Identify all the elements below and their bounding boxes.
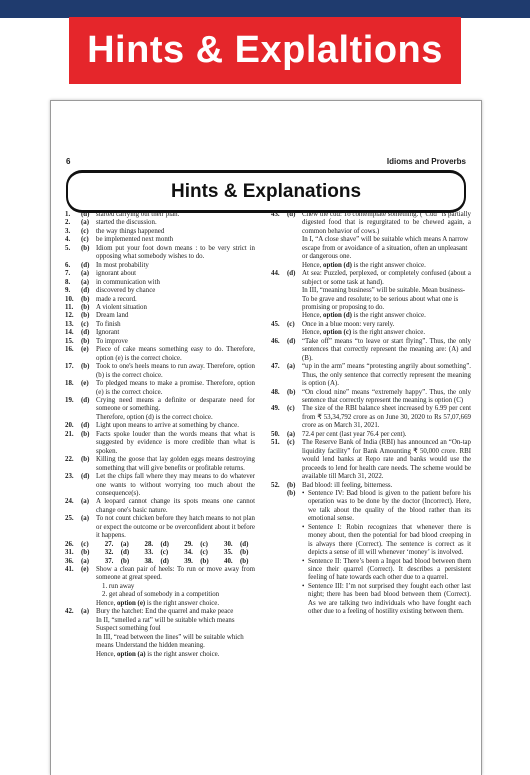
bullet-text: Sentence IV: Bad blood is given to the patient before his operation was to be done by the doctor (Incorrect). Here, we talk about the quality of the blood rather than its emotional sense. (308, 489, 471, 523)
grid-answer: (c) (160, 549, 169, 557)
question-number: 47. (271, 363, 280, 371)
answer-entry (271, 363, 471, 388)
question-number: 11. (65, 303, 74, 311)
bullet-list (302, 490, 471, 617)
grid-answer: (c) (200, 540, 208, 548)
answer-text: Show a clean pair of heels: To run or move away from someone at great speed. (96, 566, 255, 582)
answer-entry (65, 211, 255, 219)
question-number: 1. (65, 211, 71, 218)
grid-number: 37. (104, 557, 114, 565)
answer-entry (65, 608, 255, 616)
chapter-title: Idioms and Proverbs (386, 157, 466, 166)
grid-answer: (a) (81, 557, 90, 565)
answer-option: (a) (287, 430, 296, 438)
explanation-line: In II, “smelled a rat” will be suitable which means Suspect something foul (96, 616, 235, 633)
answer-text: 72.4 per cent (last year 76.4 per cent). (302, 430, 407, 438)
answer-entry (65, 380, 255, 397)
answer-text: Facts spoke louder than the words means that what is suggested by evidence is more credible than what is spoken. (96, 430, 255, 455)
answer-text: Therefore, option (d) is the correct choice. (96, 413, 213, 421)
answer-option: (d) (81, 473, 90, 481)
question-number: 16. (65, 346, 74, 354)
answer-entry (271, 389, 471, 406)
question-number: 21. (65, 430, 74, 438)
answer-option: (a) (81, 278, 90, 286)
answer-entry (271, 338, 471, 363)
answer-option: (c) (81, 227, 89, 235)
answer-text: To pledged means to make a promise. Therefore, option (e) is the correct choice. (96, 380, 255, 396)
question-number: 24. (65, 498, 74, 506)
grid-answer: (d) (120, 549, 130, 557)
bullet-item (302, 490, 471, 524)
list-line: 2. get ahead of somebody in a competition (102, 591, 220, 599)
answer-option: (a) (81, 515, 90, 523)
answer-option: (e) (81, 566, 89, 574)
answer-option: (d) (81, 329, 90, 337)
bullet-text: Sentence II: There’s been a Ingot bad blood between them since their quarrel (Correct). It describes a persistent feeling of hate towards each other due to a quarrel. (308, 557, 471, 582)
answer-entry (65, 456, 255, 473)
answer-text: The size of the RBI balance sheet increased by 6.99 per cent from ₹ 53,34,792 crore as on June 30, 2020 to Rs 57,07,669 crore as on March 31, 2021. (302, 405, 471, 430)
question-number: 23. (65, 473, 74, 481)
bullet-text: Sentence I: Robin recognizes that whenever there is money about, then the potential for bad blood creeping in is always there (Correct). The sentence is correct as it depicts a sense of ill will whenever ‘money’ is involved. (308, 523, 471, 557)
question-number: 52. (271, 481, 280, 489)
grid-row (65, 549, 255, 557)
title-banner (69, 17, 461, 84)
grid-row (65, 541, 255, 549)
answer-option: (c) (81, 320, 89, 328)
answer-text: Took to one's heels means to run away. Therefore, option (b) is the correct choice. (96, 363, 255, 379)
grid-number: 30. (224, 540, 233, 548)
answer-option: (b) (81, 244, 90, 252)
answer-entry (271, 211, 471, 236)
answer-entry (65, 270, 255, 278)
bullet-icon: • (302, 523, 305, 531)
answer-option: (c) (287, 439, 295, 447)
hence-line: Hence, option (d) is the right answer choice. (302, 312, 426, 320)
answer-text: “Take off” means “to leave or start flying”. Thus, the only sentences that correctly represent the meaning are: (A) and (B). (302, 337, 471, 362)
question-number: 49. (271, 405, 280, 413)
answer-entry (65, 262, 255, 270)
answer-option: (d) (81, 287, 90, 295)
section-title-box (66, 170, 466, 213)
top-color-band (0, 0, 530, 18)
answer-entry (65, 219, 255, 227)
bullet-icon: • (302, 582, 305, 590)
hence-line: Hence, option (c) is the right answer choice. (302, 329, 426, 337)
question-number: 17. (65, 363, 74, 371)
right-column (271, 211, 471, 617)
answer-entry (271, 321, 471, 329)
bullet-item (302, 524, 471, 558)
answer-entry (65, 228, 255, 236)
question-number: 51. (271, 439, 280, 447)
answer-text: be implemented next month (96, 236, 174, 244)
question-number: 50. (271, 430, 280, 438)
answer-text: Dream land (96, 312, 129, 320)
answer-text: discovered by chance (96, 287, 156, 295)
question-number: 14. (65, 329, 74, 337)
answer-option: (b) (81, 312, 90, 320)
grid-answer: (b) (240, 557, 249, 565)
answer-text: made a record. (96, 295, 137, 303)
grid-number: 36. (65, 557, 74, 565)
answer-option: (a) (287, 363, 296, 371)
answer-entry (65, 498, 255, 515)
answer-text: ignorant about (96, 270, 136, 278)
answer-text: “On cloud nine” means “extremely happy”. Thus, the only sentence that correctly represent the meaning is option (C) (302, 388, 471, 404)
answer-option: (b) (81, 363, 90, 371)
question-number: 41. (65, 566, 74, 574)
answer-entry (65, 245, 255, 262)
list-line: 1. run away (102, 582, 135, 590)
question-number: 7. (65, 270, 71, 278)
grid-number: 28. (144, 540, 154, 548)
answer-text: Light upon means to arrive at something by chance. (96, 422, 239, 430)
question-number: 20. (65, 422, 74, 430)
answer-text: Killing the goose that lay golden eggs means destroying something that will give benefits or profitable returns. (96, 456, 255, 472)
answer-entry (65, 329, 255, 337)
answer-text: To improve (96, 337, 128, 345)
hence-line: Hence, option (a) is the right answer choice. (96, 650, 220, 658)
answer-option: (b) (287, 489, 296, 497)
answer-option: (d) (81, 261, 90, 269)
answer-option: (a) (81, 219, 90, 227)
bullet-icon: • (302, 557, 305, 565)
answer-entry (65, 566, 255, 583)
answer-text: Crying need means a definite or desparate need for someone or something. (96, 396, 255, 413)
answer-entry (65, 296, 255, 304)
grid-answer: (d) (240, 540, 249, 548)
answer-text: Let the chips fall where they may means to do whatever one wants to without worrying too much about the consequence(s). (96, 473, 255, 497)
answer-entry (65, 321, 255, 329)
question-number: 46. (271, 337, 280, 345)
answer-entry (65, 346, 255, 363)
answer-entry (65, 414, 255, 422)
answer-option: (d) (81, 396, 90, 404)
hence-line: Hence, option (e) is the right answer choice. (96, 599, 220, 607)
answer-option: (d) (287, 211, 296, 218)
left-column (65, 211, 255, 659)
grid-number: 38. (144, 557, 154, 565)
answer-entry (65, 422, 255, 430)
grid-number: 27. (104, 540, 114, 548)
question-number: 45. (271, 320, 280, 328)
bullet-text: Sentence III: I’m not surprised they fought each other last night; there has been bad blood between them (Correct). As we are talking two individuals who have fought each other due to a feeling of hostility existing between them. (308, 582, 471, 616)
answer-entry (65, 515, 255, 540)
grid-number: 26. (65, 540, 74, 548)
grid-answer: (d) (160, 557, 169, 565)
question-number: 48. (271, 388, 280, 396)
question-number: 8. (65, 278, 71, 286)
answer-option: (b) (81, 337, 90, 345)
grid-row (65, 558, 255, 566)
answer-option: (e) (81, 346, 89, 354)
grid-answer: (c) (81, 540, 89, 548)
answer-text: Chew the cud: To contemplate something. (“Cud” is partially digested food that is regurgitated to be chewed again, a common behavior of cows.) (302, 211, 471, 235)
answer-entry (65, 338, 255, 346)
bullet-item (302, 558, 471, 583)
answer-text: Idiom put your foot down means : to be very strict in opposing what somebody wishes to do. (96, 244, 255, 261)
grid-answer: (b) (240, 549, 249, 557)
answer-option: (d) (287, 270, 296, 278)
page-number: 6 (66, 157, 71, 166)
question-number: 9. (65, 287, 71, 295)
question-number: 13. (65, 320, 74, 328)
answer-entry (65, 363, 255, 380)
answer-option: (c) (81, 236, 89, 244)
grid-number: 34. (184, 549, 193, 557)
answer-entry (271, 270, 471, 287)
answer-entry (65, 312, 255, 320)
answer-grid (65, 541, 255, 566)
banner-title: Hints & Explaltions (87, 29, 443, 71)
answer-text: the way things happened (96, 227, 165, 235)
answer-text: Piece of cake means something easy to do. Therefore, option (e) is the correct choice. (96, 346, 255, 362)
book-page (50, 100, 482, 775)
answer-option: (c) (287, 405, 295, 413)
answer-option: (d) (287, 337, 296, 345)
answer-text: To not count chicken before they hatch means to not plan or expect the outcome or be overconfident about it before it happens. (96, 515, 255, 540)
answer-option: (b) (81, 303, 90, 311)
grid-number: 31. (65, 549, 74, 557)
grid-answer: (b) (120, 557, 130, 565)
bullet-item (302, 583, 471, 617)
hence-line: Hence, option (d) is the right answer choice. (302, 261, 426, 269)
answer-entry (271, 490, 471, 617)
grid-number: 40. (224, 557, 233, 565)
answer-option: (d) (81, 211, 90, 218)
answer-entry (271, 482, 471, 490)
section-title: Hints & Explanations (170, 180, 362, 202)
answer-text: started the discussion. (96, 219, 157, 227)
answer-entry (65, 304, 255, 312)
answer-option: (b) (81, 456, 90, 464)
answer-option: (b) (287, 481, 296, 489)
bullet-icon: • (302, 489, 305, 497)
grid-answer: (c) (200, 549, 208, 557)
grid-number: 33. (144, 549, 154, 557)
question-number: 3. (65, 227, 71, 235)
grid-number: 29. (184, 540, 193, 548)
answer-option: (a) (81, 498, 90, 506)
answer-entry (65, 287, 255, 295)
question-number: 19. (65, 396, 74, 404)
answer-text: in communication with (96, 278, 160, 286)
answer-text: Once in a blue moon: very rarely. (302, 320, 395, 328)
answer-text: The Reserve Bank of India (RBI) has announced an “On-tap liquidity facility” for Bank Amounting ₹ 50,000 crore. RBI would lend banks at Repo rate and banks would use the proceeds to lend for health care needs. The scheme would be available till March 31, 2022. (302, 439, 471, 481)
answer-entry (65, 279, 255, 287)
explanation-line: In III, “read between the lines” will be suitable which means Understand the hidden meaning. (96, 633, 244, 650)
answer-entry (65, 236, 255, 244)
answer-text: “up in the arm” means “protesting angrily about something”. Thus, the only sentence that correctly represent the meaning is option (A). (302, 363, 471, 388)
answer-option: (e) (81, 380, 89, 388)
explanation-line: In III, “meaning business” will be suitable. Mean business- To be grave and resolute; to be serious about what one is promising or proposing to do. (302, 287, 466, 311)
answer-entry (271, 405, 471, 430)
question-number: 6. (65, 261, 71, 269)
answer-text: At sea: Puzzled, perplexed, or completely confused (about a subject or some task at hand). (302, 270, 471, 286)
grid-answer: (d) (160, 540, 169, 548)
answer-text: A leopard cannot change its spots means one cannot change one's basic nature. (96, 498, 255, 514)
grid-number: 35. (224, 549, 233, 557)
question-number: 12. (65, 312, 74, 320)
answer-option: (c) (287, 320, 295, 328)
question-number: 22. (65, 456, 74, 464)
answer-entry (271, 431, 471, 439)
question-number: 43. (271, 211, 280, 218)
answer-option: (a) (81, 608, 90, 616)
answer-text: Bury the hatchet: End the quarrel and make peace (96, 608, 234, 616)
answer-text: To finish (96, 320, 121, 328)
answer-text: Ignorant (96, 329, 120, 337)
answer-text: started carrying out their plan. (96, 211, 180, 218)
answer-text: In most probability (96, 261, 149, 269)
question-number: 5. (65, 244, 71, 252)
grid-answer: (b) (81, 549, 90, 557)
question-number: 42. (65, 608, 74, 616)
answer-entry (65, 431, 255, 456)
page-header (66, 157, 466, 169)
answer-text: Bad blood: ill feeling, bitterness. (302, 481, 393, 489)
question-number: 25. (65, 515, 74, 523)
explanation-line: In I, “A close shave” will be suitable which means A narrow escape from or avoidance of a situation, often an unpleasant or dangerous one. (302, 236, 469, 261)
grid-answer: (b) (200, 557, 209, 565)
answer-entry (65, 397, 255, 414)
question-number: 18. (65, 380, 74, 388)
question-number: 2. (65, 219, 71, 227)
answer-entry (271, 439, 471, 481)
answer-option: (b) (287, 388, 296, 396)
grid-number: 32. (104, 549, 114, 557)
left-answer-list (65, 211, 255, 541)
answer-option: (b) (81, 295, 90, 303)
answer-option: (b) (81, 430, 90, 438)
answer-option: (d) (81, 422, 90, 430)
grid-answer: (a) (120, 540, 129, 548)
question-number: 15. (65, 337, 74, 345)
answer-option: (a) (81, 270, 90, 278)
answer-entry (65, 473, 255, 498)
question-number: 44. (271, 270, 280, 278)
question-number: 4. (65, 236, 71, 244)
grid-number: 39. (184, 557, 193, 565)
question-number: 10. (65, 295, 74, 303)
answer-text: A violent situation (96, 303, 147, 311)
